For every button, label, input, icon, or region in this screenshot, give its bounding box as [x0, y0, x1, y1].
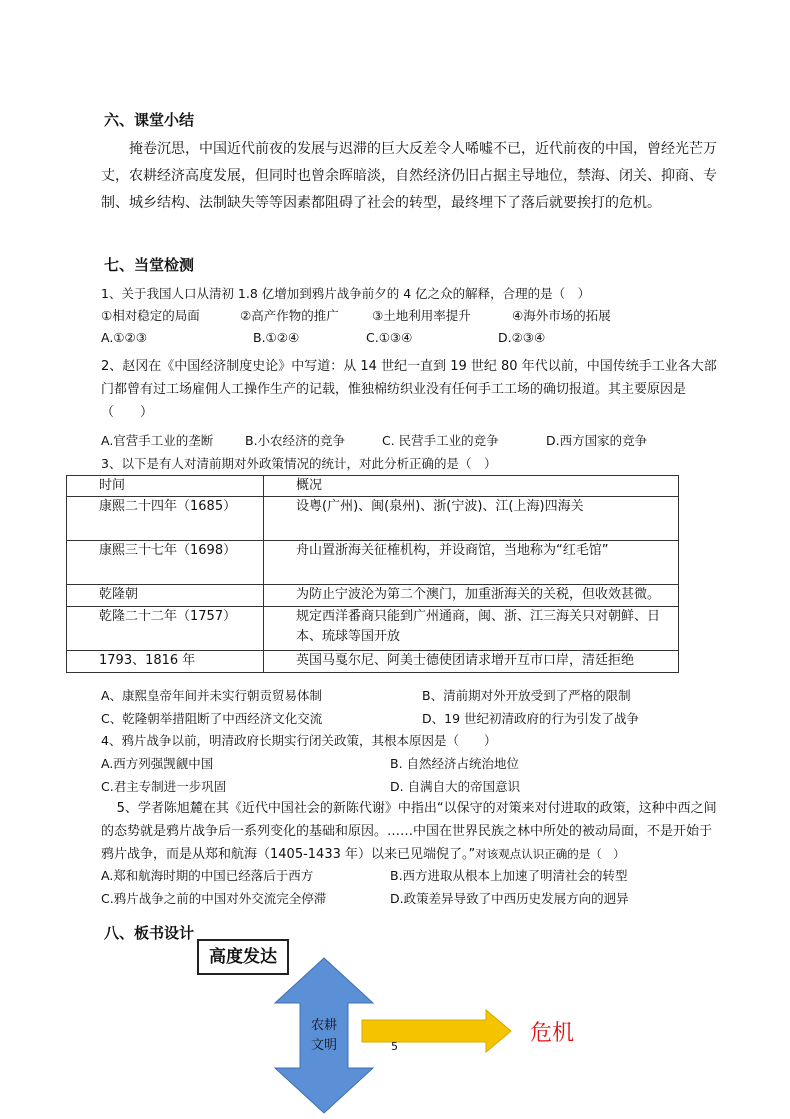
q1-option-a: A.①②③	[101, 330, 147, 345]
section7-title: 七、当堂检测	[104, 256, 195, 274]
q3-option-c: C、乾隆朝举措阻断了中西经济文化交流	[101, 711, 323, 726]
right-arrow-icon	[362, 1010, 511, 1052]
q4-option-c: C.君主专制进一步巩固	[101, 779, 227, 794]
page-number: 5	[391, 1040, 398, 1053]
q3-option-d: D、19 世纪初清政府的行为引发了战争	[422, 711, 640, 726]
q5-option-d: D.政策差异导致了中西历史发展方向的迥异	[390, 891, 629, 906]
table-cell-desc: 为防止宁波沦为第二个澳门，加重浙海关的关税，但收效甚微。	[264, 585, 679, 607]
q4-option-b: B. 自然经济占统治地位	[390, 756, 520, 771]
section8-title: 八、板书设计	[104, 924, 195, 942]
q5-stem-text: 5、学者陈旭麓在其《近代中国社会的新陈代谢》中指出“以保守的对策来对付进取的政策，这种中西之间的态势就是鸦片战争后一系列变化的基础和原因。……中国在世界民族之林中所处的被动局面，不是开始于鸦片战争，而是从郑和航海（1405-1433 年）以来已见端倪了。”	[101, 801, 717, 862]
q1-item-3: ③土地利用率提升	[372, 308, 471, 323]
table-header-desc: 概况	[264, 476, 679, 497]
q1-item-4: ④海外市场的拓展	[512, 308, 611, 323]
crisis-label: 危机	[530, 1021, 575, 1046]
q1-item-1: ①相对稳定的局面	[101, 308, 200, 323]
table-cell-time: 康熙二十四年（1685）	[67, 497, 264, 541]
q2-stem: 2、赵冈在《中国经济制度史论》中写道：从 14 世纪一直到 19 世纪 80 年代以前，中国传统手工业各大部门都曾有过工场雇佣人工操作生产的记载，惟独棉纺织业没有任何手工工场的确切报道。其主要原因是（ ）	[101, 359, 717, 420]
q3-stem: 3、以下是有人对清前期对外政策情况的统计，对此分析正确的是（ ）	[101, 456, 497, 471]
q1-option-b: B.①②④	[253, 330, 300, 345]
q5-option-b: B.西方进取从根本上加速了明清社会的转型	[390, 868, 628, 883]
q5-stem-tail: 对该观点认识正确的是（ ）	[475, 847, 625, 861]
q5-option-a: A.郑和航海时期的中国已经落后于西方	[101, 868, 314, 883]
agricultural-civilization-label: 农耕文明	[310, 1018, 337, 1053]
table-header-time: 时间	[67, 476, 264, 497]
q1-stem: 1、关于我国人口从清初 1.8 亿增加到鸦片战争前夕的 4 亿之众的解释，合理的是（ ）	[101, 286, 591, 301]
q1-option-c: C.①③④	[366, 330, 413, 345]
q1-item-2: ②高产作物的推广	[240, 308, 339, 323]
q2-option-b: B.小农经济的竞争	[245, 433, 346, 448]
table-cell-desc: 舟山置浙海关征榷机构，并设商馆，当地称为“红毛馆”	[264, 541, 679, 585]
q4-option-a: A.西方列强觊觎中国	[101, 756, 214, 771]
q4-stem: 4、鸦片战争以前，明清政府长期实行闭关政策，其根本原因是（ ）	[101, 733, 497, 748]
q4-option-d: D. 自满自大的帝国意识	[390, 779, 521, 794]
table-cell-time: 乾隆二十二年（1757）	[67, 607, 264, 651]
section6-paragraph: 掩卷沉思，中国近代前夜的发展与迟滞的巨大反差令人唏嘘不已，近代前夜的中国，曾经光芒万丈，农耕经济高度发展，但同时也曾余晖暗淡，自然经济仍旧占据主导地位，禁海、闭关、抑商、专制、城乡结构、法制缺失等等因素都阻碍了社会的转型，最终埋下了落后就要挨打的危机。	[101, 141, 717, 211]
q2-option-a: A.官营手工业的垄断	[101, 433, 214, 448]
q5-option-c: C.鸦片战争之前的中国对外交流完全停滞	[101, 891, 327, 906]
q2-option-c: C. 民营手工业的竞争	[382, 433, 499, 448]
highly-developed-box: 高度发达	[197, 939, 289, 975]
table-cell-time: 乾隆朝	[67, 585, 264, 607]
table-cell-time: 康熙三十七年（1698）	[67, 541, 264, 585]
table-cell-desc: 英国马戛尔尼、阿美士德使团请求增开互市口岸，清廷拒绝	[264, 651, 679, 673]
section6-title: 六、课堂小结	[104, 111, 195, 129]
q3-option-b: B、清前期对外开放受到了严格的限制	[422, 688, 631, 703]
q1-option-d: D.②③④	[498, 330, 546, 345]
table-cell-time: 1793、1816 年	[67, 651, 264, 673]
table-cell-desc: 规定西洋番商只能到广州通商，闽、浙、江三海关只对朝鲜、日本、琉球等国开放	[264, 607, 679, 651]
q2-option-d: D.西方国家的竞争	[546, 433, 648, 448]
q3-option-a: A、康熙皇帝年间并未实行朝贡贸易体制	[101, 688, 323, 703]
table-cell-desc: 设粤(广州)、闽(泉州)、浙(宁波)、江(上海)四海关	[264, 497, 679, 541]
